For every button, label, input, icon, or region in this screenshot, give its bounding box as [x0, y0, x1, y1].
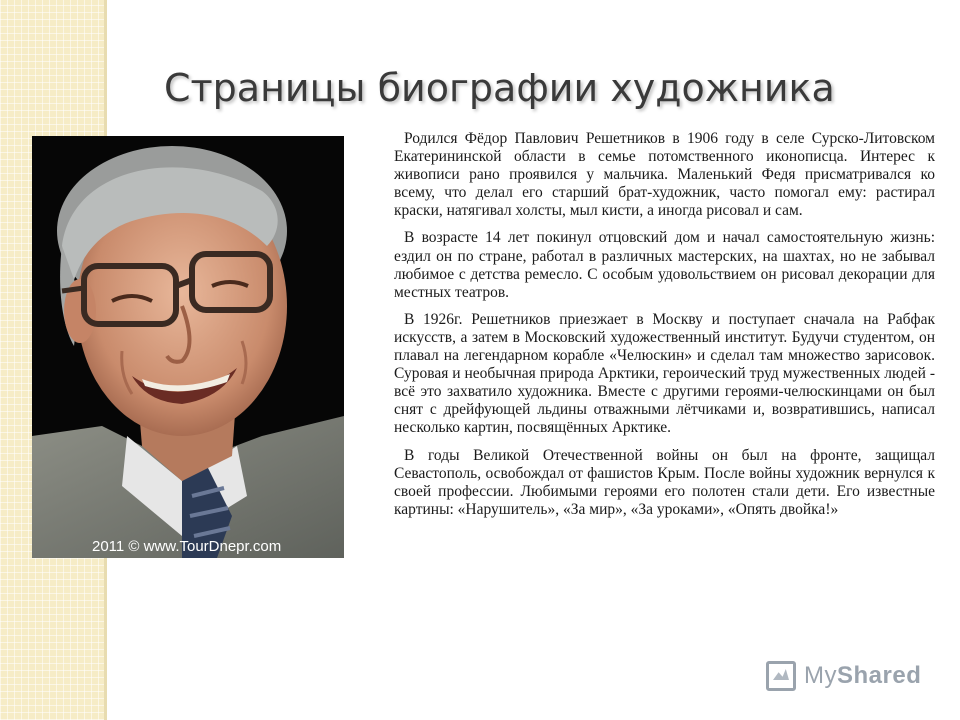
bio-paragraph-3: В 1926г. Решетников приезжает в Москву и поступает сначала на Рабфак искусств, а затем в Московский художественный институт. Будучи студентом, он плавал на легендарном корабле «Челюскин» и сделал там множество зарисовок. Суровая и необычная природа Арктики, героический труд мужественных людей - всё это захватило художника. Вместе с другими героями-челюскинцами он был снят с дрейфующей льдины отважными лётчиками и, возвратившись, написал несколько картин, посвящённых Арктике. — [394, 310, 935, 437]
myshared-logo[interactable] — [766, 658, 921, 694]
myshared-logo-icon — [766, 661, 796, 691]
biography-text — [394, 130, 935, 528]
bio-paragraph-1: Родился Фёдор Павлович Решетников в 1906 году в селе Сурско-Литовском Екатерининской области в семье потомственного иконописца. Интерес к живописи рано проявился у мальчика. Маленький Федя присматривался ко всему, что делал его старший брат-художник, часто помогал ему: растирал краски, натягивал холсты, мыл кисти, а иногда рисовал и сам. — [394, 130, 935, 220]
portrait-illustration — [32, 136, 344, 558]
logo-name-part2: Shared — [837, 662, 922, 689]
myshared-logo-text — [804, 662, 921, 690]
slide-title: Страницы биографии художника — [164, 66, 835, 110]
photo-watermark: 2011 © www.TourDnepr.com — [92, 538, 282, 555]
bio-paragraph-2: В возрасте 14 лет покинул отцовский дом и начал самостоятельную жизнь: ездил он по стране, работал в различных мастерских, на шахтах, но не забывал любимое с детства ремесло. С особым удовольствием он рисовал декорации для местных театров. — [394, 229, 935, 301]
portrait-photo — [32, 136, 344, 558]
bio-paragraph-4: В годы Великой Отечественной войны он был на фронте, защищал Севастополь, освобождал от фашистов Крым. После войны художник вернулся к своей профессии. Любимыми героями его полотен стали дети. Его известные картины: «Нарушитель», «За мир», «За уроками», «Опять двойка!» — [394, 446, 935, 518]
logo-name-part1: My — [804, 662, 837, 689]
